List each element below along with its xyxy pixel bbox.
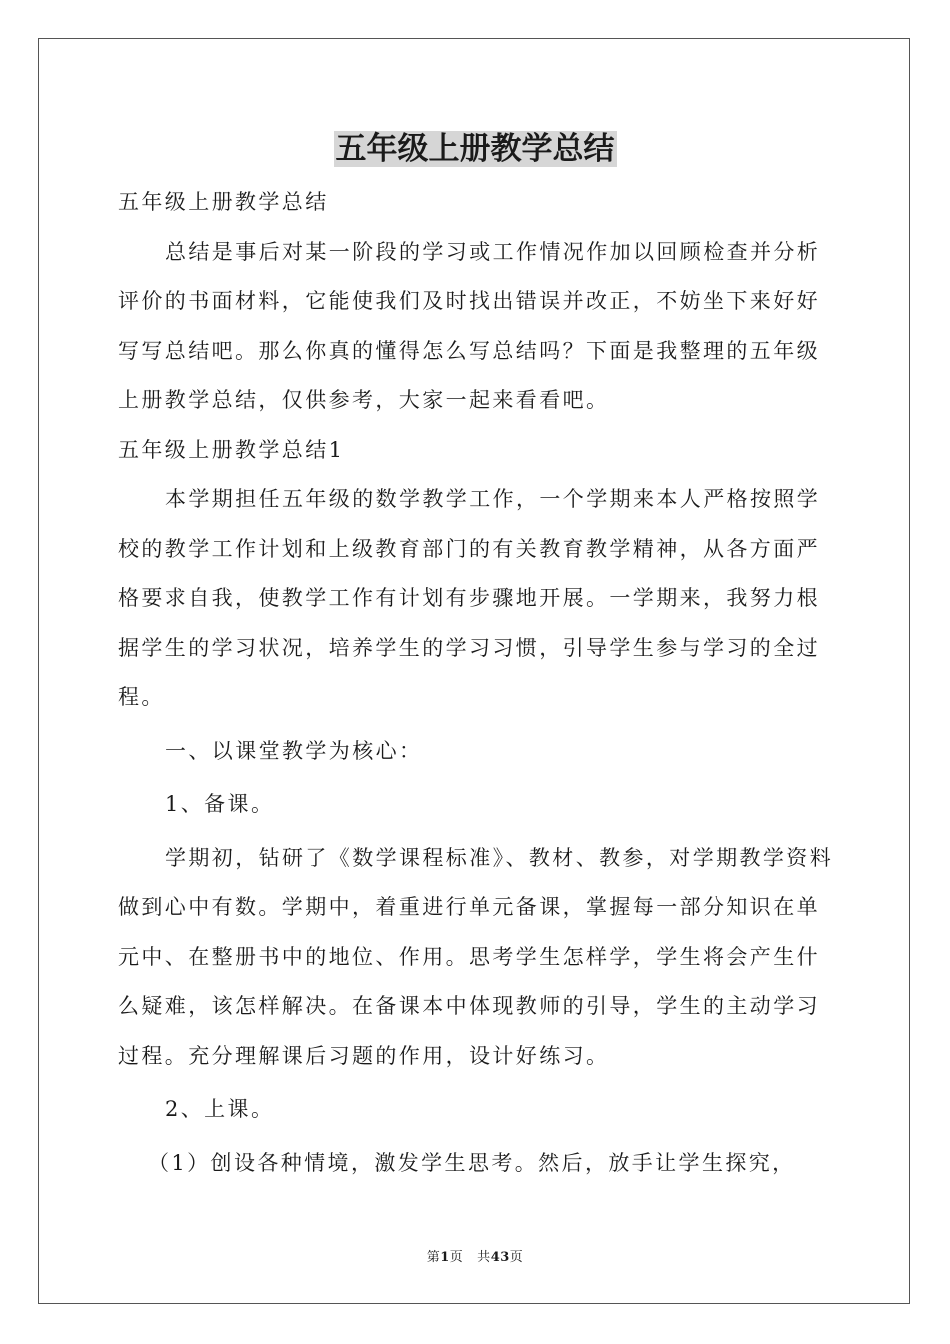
page-footer	[0, 1246, 950, 1265]
heading-level-1: 一、以课堂教学为核心：	[165, 738, 423, 763]
document-body	[118, 178, 834, 1188]
subtitle-paragraph: 五年级上册教学总结	[118, 190, 329, 214]
total-prefix: 共	[477, 1250, 491, 1265]
section-heading: 五年级上册教学总结1	[118, 437, 345, 462]
page-suffix: 页	[449, 1250, 464, 1265]
intro-paragraph: 总结是事后对某一阶段的学习或工作情况作加以回顾检查并分析评价的书面材料，它能使我们及时找出错误并改正，不妨坐下来好好写写总结吧。那么你真的懂得怎么写总结吗？下面是我整理的五年级上册教学总结，仅供参考，大家一起来看看吧。	[118, 239, 821, 412]
body-paragraph: 本学期担任五年级的数学教学工作，一个学期来本人严格按照学校的教学工作计划和上级教育部门的有关教育教学精神，从各方面严格要求自我，使教学工作有计划有步骤地开展。一学期来，我努力根据学生的学习状况，培养学生的学习习惯，引导学生参与学习的全过程。	[118, 487, 821, 709]
heading-level-2: 2、上课。	[165, 1097, 275, 1121]
body-paragraph: （1）创设各种情境，激发学生思考。然后，放手让学生探究，	[148, 1150, 796, 1175]
heading-level-2: 1、备课。	[165, 792, 275, 816]
page-prefix: 第	[426, 1250, 441, 1265]
document-title	[0, 128, 950, 170]
total-suffix: 页	[509, 1250, 524, 1265]
total-pages: 43	[490, 1250, 510, 1265]
page-number: 1	[440, 1250, 450, 1265]
body-paragraph: 学期初，钻研了《数学课程标准》、教材、教参，对学期教学资料做到心中有数。学期中，着重进行单元备课，掌握每一部分知识在单元中、在整册书中的地位、作用。思考学生怎样学，学生将会产生什么疑难，该怎样解决。在备课本中体现教师的引导，学生的主动学习过程。充分理解课后习题的作用，设计好练习。	[118, 845, 834, 1068]
title-text: 五年级上册教学总结	[335, 131, 615, 167]
